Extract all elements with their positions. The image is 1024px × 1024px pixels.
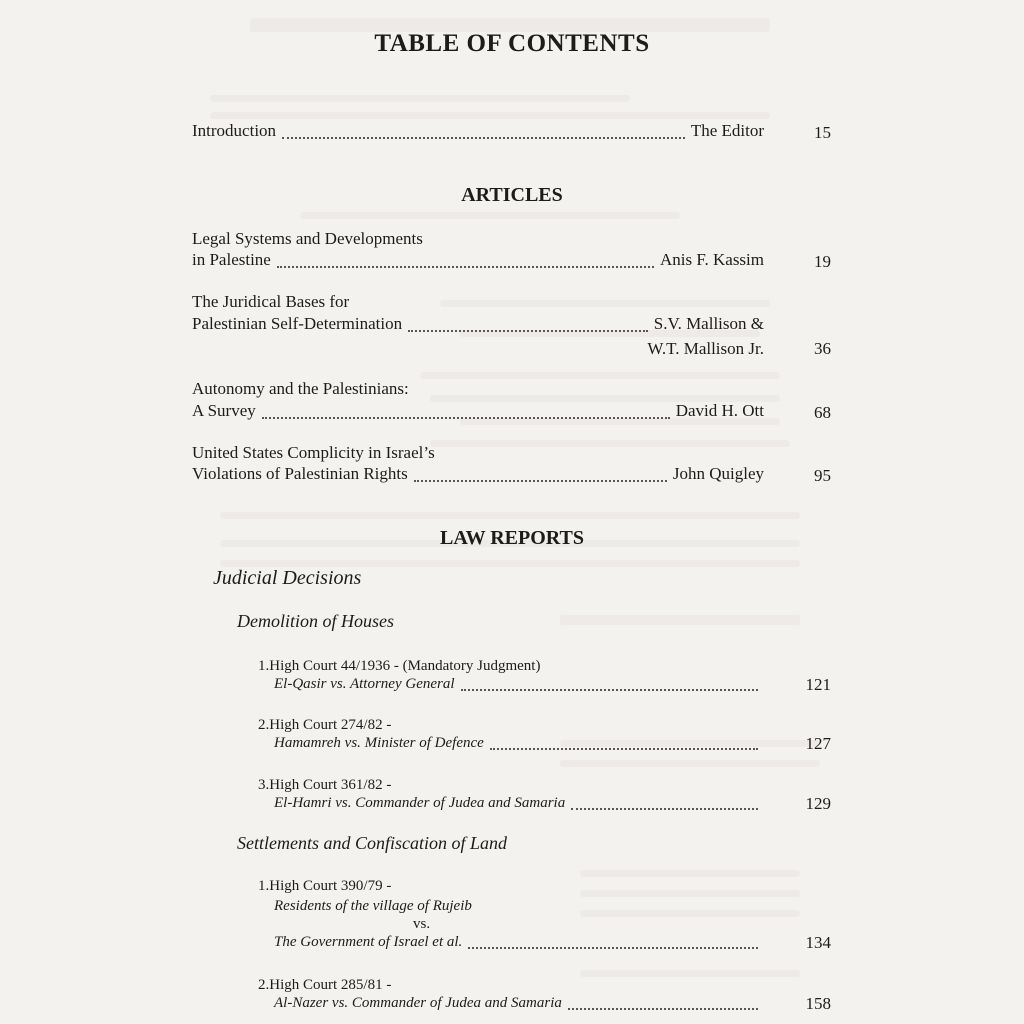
- subheading-judicial-decisions: Judicial Decisions: [213, 567, 362, 589]
- entry-author: John Quigley: [672, 464, 764, 483]
- section-heading-law-reports: LAW REPORTS: [440, 527, 584, 549]
- subheading-settlements: Settlements and Confiscation of Land: [237, 833, 507, 853]
- dot-leader: [282, 136, 685, 139]
- toc-entry-case: [274, 795, 764, 815]
- case-title: Al-Nazer vs. Commander of Judea and Samaria: [274, 995, 562, 1011]
- entry-title: Palestinian Self-Determination: [192, 314, 403, 333]
- entry-page-number: 127: [805, 734, 831, 753]
- page-title: TABLE OF CONTENTS: [374, 30, 650, 57]
- entry-title: Introduction: [192, 121, 277, 140]
- toc-entry-case: [274, 676, 764, 696]
- case-court-line: [258, 975, 391, 995]
- dot-leader: [571, 807, 758, 810]
- case-court: High Court 274/82 -: [269, 717, 392, 733]
- case-court-line: [258, 715, 391, 735]
- case-court-line: [258, 656, 540, 676]
- dot-leader: [461, 688, 758, 691]
- case-court: High Court 361/82 -: [269, 777, 392, 793]
- toc-entry-article: [192, 250, 764, 274]
- toc-entry-case: [274, 934, 764, 954]
- entry-title: The Juridical Bases for: [192, 292, 350, 311]
- case-title: El-Hamri vs. Commander of Judea and Samaria: [274, 795, 566, 811]
- toc-entry-article: [192, 314, 764, 338]
- entry-title: United States Complicity in Israel’s: [192, 443, 435, 462]
- entry-page-number: 15: [814, 123, 831, 142]
- entry-title: A Survey: [192, 401, 256, 420]
- toc-entry-case: [274, 995, 764, 1015]
- toc-entry-introduction: [192, 121, 764, 145]
- entry-page-number: 134: [805, 933, 831, 952]
- case-court: High Court 44/1936 - (Mandatory Judgment): [269, 658, 541, 674]
- entry-title: Violations of Palestinian Rights: [192, 464, 408, 483]
- dot-leader: [414, 479, 667, 482]
- entry-page-number: 36: [814, 339, 831, 358]
- entry-page-number: 68: [814, 403, 831, 422]
- toc-entry-case: [274, 735, 764, 755]
- dot-leader: [468, 946, 758, 949]
- case-party: Residents of the village of Rujeib: [274, 898, 472, 914]
- entry-page-number: 121: [805, 675, 831, 694]
- entry-author: Anis F. Kassim: [660, 250, 764, 269]
- case-number: 2.: [258, 717, 270, 733]
- dot-leader: [262, 416, 670, 419]
- entry-page-number: 158: [805, 994, 831, 1013]
- case-court-line: [258, 876, 391, 896]
- case-title: Hamamreh vs. Minister of Defence: [274, 735, 484, 751]
- case-versus: vs.: [413, 916, 431, 932]
- section-heading-articles: ARTICLES: [461, 184, 563, 206]
- entry-author: W.T. Mallison Jr.: [647, 339, 764, 358]
- entry-title: in Palestine: [192, 250, 271, 269]
- entry-author: The Editor: [690, 121, 764, 140]
- entry-title: Autonomy and the Palestinians:: [192, 379, 409, 398]
- entry-title: Legal Systems and Developments: [192, 229, 423, 248]
- case-number: 3.: [258, 777, 270, 793]
- case-number: 1.: [258, 878, 270, 894]
- case-title: The Government of Israel et al.: [274, 934, 463, 950]
- toc-entry-article: [192, 464, 764, 488]
- dot-leader: [277, 265, 654, 268]
- case-court: High Court 285/81 -: [269, 977, 392, 993]
- entry-author: S.V. Mallison &: [653, 314, 764, 333]
- toc-entry-article: [192, 401, 764, 425]
- entry-page-number: 95: [814, 466, 831, 485]
- dot-leader: [568, 1007, 758, 1010]
- case-title: El-Qasir vs. Attorney General: [274, 676, 455, 692]
- case-court: High Court 390/79 -: [269, 878, 392, 894]
- dot-leader: [490, 747, 758, 750]
- dot-leader: [408, 329, 648, 332]
- subheading-demolition-of-houses: Demolition of Houses: [237, 611, 394, 631]
- entry-page-number: 19: [814, 252, 831, 271]
- case-court-line: [258, 775, 391, 795]
- entry-author: David H. Ott: [675, 401, 764, 420]
- case-number: 1.: [258, 658, 270, 674]
- entry-page-number: 129: [805, 794, 831, 813]
- case-number: 2.: [258, 977, 270, 993]
